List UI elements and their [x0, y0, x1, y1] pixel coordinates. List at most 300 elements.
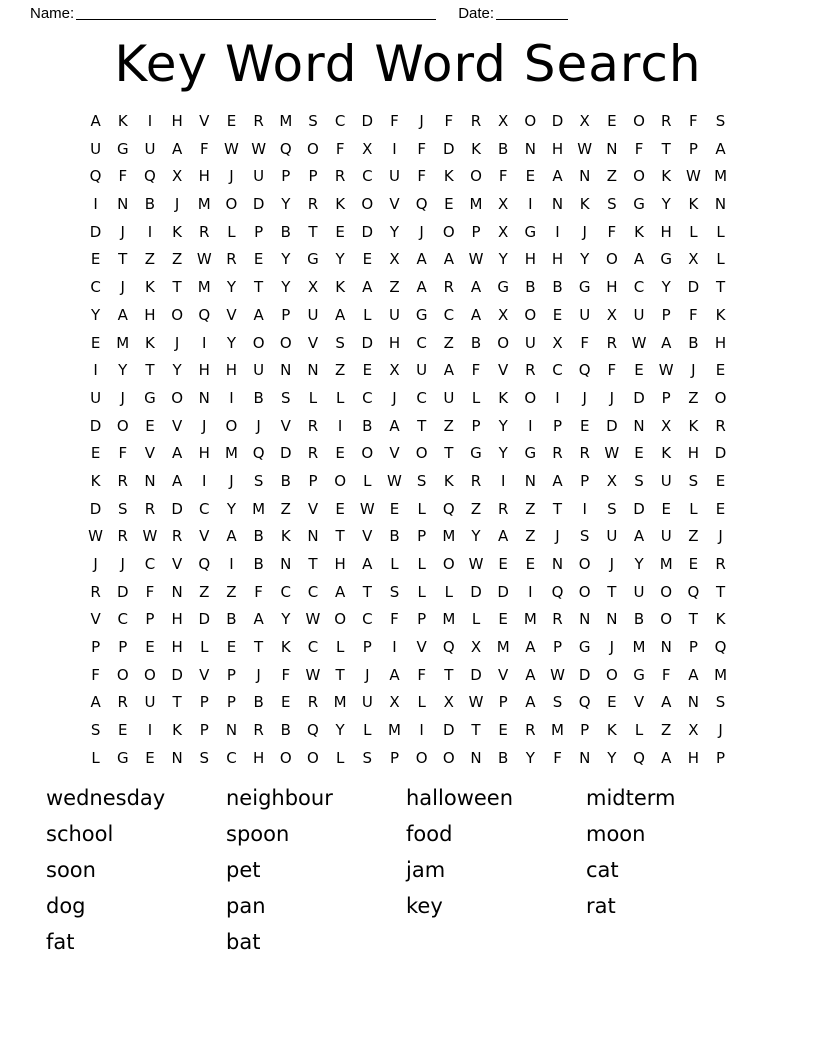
grid-cell[interactable]: A: [90, 693, 101, 712]
grid-cell[interactable]: D: [443, 139, 455, 158]
grid-cell[interactable]: R: [525, 361, 536, 380]
grid-cell[interactable]: A: [253, 305, 264, 324]
grid-cell[interactable]: C: [144, 555, 156, 573]
grid-cell[interactable]: E: [145, 638, 155, 657]
grid-cell[interactable]: H: [687, 444, 699, 463]
grid-cell[interactable]: V: [171, 555, 183, 573]
grid-cell[interactable]: V: [199, 112, 210, 130]
grid-cell[interactable]: O: [442, 748, 455, 767]
grid-cell[interactable]: L: [91, 748, 100, 767]
grid-cell[interactable]: V: [307, 333, 319, 352]
grid-cell[interactable]: M: [197, 195, 211, 214]
grid-cell[interactable]: J: [609, 388, 615, 407]
grid-cell[interactable]: P: [552, 416, 563, 435]
grid-cell[interactable]: O: [171, 305, 183, 324]
grid-cell[interactable]: B: [688, 333, 699, 352]
grid-cell[interactable]: E: [498, 721, 508, 740]
grid-cell[interactable]: H: [198, 167, 210, 186]
grid-cell[interactable]: E: [118, 721, 128, 740]
grid-cell[interactable]: K: [172, 222, 183, 241]
grid-cell[interactable]: F: [553, 748, 562, 767]
grid-cell[interactable]: E: [525, 167, 536, 186]
grid-cell[interactable]: Q: [442, 499, 455, 518]
grid-cell[interactable]: A: [633, 250, 645, 269]
grid-cell[interactable]: F: [689, 305, 698, 324]
grid-cell[interactable]: D: [361, 333, 374, 352]
grid-cell[interactable]: M: [442, 527, 456, 546]
word-list-item[interactable]: fat: [46, 930, 75, 954]
grid-cell[interactable]: B: [280, 222, 291, 241]
grid-cell[interactable]: O: [334, 610, 347, 629]
word-list-item[interactable]: jam: [406, 858, 446, 882]
grid-cell[interactable]: D: [171, 665, 183, 684]
grid-cell[interactable]: U: [633, 305, 645, 324]
grid-cell[interactable]: P: [118, 638, 128, 657]
grid-cell[interactable]: S: [335, 333, 345, 352]
grid-cell[interactable]: D: [252, 195, 265, 214]
grid-cell[interactable]: L: [716, 250, 725, 269]
grid-cell[interactable]: I: [528, 195, 533, 214]
grid-cell[interactable]: Y: [607, 748, 617, 767]
grid-cell[interactable]: I: [93, 361, 98, 380]
grid-cell[interactable]: N: [579, 610, 591, 629]
grid-cell[interactable]: K: [90, 471, 101, 490]
grid-cell[interactable]: G: [470, 444, 482, 463]
grid-cell[interactable]: X: [661, 416, 672, 435]
grid-cell[interactable]: J: [174, 195, 180, 214]
grid-cell[interactable]: N: [579, 748, 591, 767]
grid-cell[interactable]: J: [718, 527, 723, 546]
grid-cell[interactable]: Z: [171, 250, 183, 269]
grid-cell[interactable]: P: [552, 638, 563, 657]
grid-cell[interactable]: C: [199, 499, 210, 518]
grid-cell[interactable]: I: [147, 112, 153, 130]
grid-cell[interactable]: U: [633, 582, 645, 601]
grid-cell[interactable]: M: [197, 278, 211, 297]
grid-cell[interactable]: F: [335, 139, 345, 158]
grid-cell[interactable]: E: [661, 499, 671, 518]
grid-cell[interactable]: R: [443, 278, 455, 297]
grid-cell[interactable]: X: [307, 278, 319, 297]
grid-cell[interactable]: N: [687, 693, 699, 712]
grid-cell[interactable]: T: [308, 222, 318, 241]
grid-cell[interactable]: M: [632, 638, 646, 657]
grid-cell[interactable]: C: [416, 333, 427, 352]
grid-cell[interactable]: U: [660, 471, 672, 490]
grid-cell[interactable]: J: [365, 665, 370, 684]
grid-cell[interactable]: Y: [471, 527, 481, 546]
grid-cell[interactable]: K: [661, 167, 672, 186]
grid-cell[interactable]: H: [171, 638, 183, 657]
grid-cell[interactable]: F: [199, 139, 209, 158]
grid-cell[interactable]: V: [226, 305, 237, 324]
grid-cell[interactable]: K: [335, 195, 346, 214]
grid-cell[interactable]: X: [171, 167, 183, 186]
grid-cell[interactable]: P: [254, 222, 264, 241]
grid-cell[interactable]: J: [120, 555, 125, 573]
grid-cell[interactable]: M: [116, 333, 130, 352]
grid-cell[interactable]: T: [172, 693, 182, 712]
grid-cell[interactable]: W: [251, 139, 267, 158]
grid-cell[interactable]: J: [419, 112, 424, 130]
grid-cell[interactable]: Q: [89, 167, 102, 186]
grid-cell[interactable]: K: [498, 388, 509, 407]
grid-cell[interactable]: G: [497, 278, 509, 297]
grid-cell[interactable]: W: [359, 499, 375, 518]
grid-cell[interactable]: U: [90, 139, 102, 158]
grid-cell[interactable]: O: [171, 388, 183, 407]
grid-cell[interactable]: Y: [525, 748, 535, 767]
grid-cell[interactable]: F: [417, 665, 426, 684]
grid-cell[interactable]: D: [470, 582, 482, 601]
grid-cell[interactable]: Y: [580, 250, 590, 269]
grid-cell[interactable]: T: [118, 250, 128, 269]
grid-cell[interactable]: Q: [687, 582, 700, 601]
grid-cell[interactable]: M: [714, 665, 728, 684]
grid-cell[interactable]: H: [388, 333, 401, 352]
grid-cell[interactable]: R: [552, 444, 563, 463]
grid-cell[interactable]: L: [335, 638, 345, 657]
grid-cell[interactable]: Y: [118, 361, 128, 380]
grid-cell[interactable]: Y: [661, 278, 671, 297]
grid-cell[interactable]: N: [144, 471, 156, 490]
grid-cell[interactable]: R: [117, 527, 128, 546]
grid-cell[interactable]: G: [578, 278, 591, 297]
grid-cell[interactable]: O: [605, 250, 618, 269]
grid-cell[interactable]: T: [335, 527, 345, 546]
grid-cell[interactable]: N: [606, 610, 618, 629]
grid-cell[interactable]: H: [171, 610, 183, 629]
word-list-item[interactable]: food: [406, 822, 453, 846]
grid-cell[interactable]: W: [196, 250, 212, 269]
grid-cell[interactable]: K: [172, 721, 183, 740]
grid-cell[interactable]: K: [634, 222, 644, 241]
grid-cell[interactable]: B: [253, 388, 264, 407]
grid-cell[interactable]: N: [307, 527, 319, 546]
grid-cell[interactable]: X: [362, 139, 373, 158]
grid-cell[interactable]: H: [171, 112, 183, 130]
grid-cell[interactable]: R: [117, 693, 128, 712]
grid-cell[interactable]: K: [715, 305, 726, 324]
grid-cell[interactable]: B: [253, 555, 264, 573]
grid-cell[interactable]: K: [579, 195, 590, 214]
grid-cell[interactable]: O: [116, 665, 129, 684]
grid-cell[interactable]: L: [335, 748, 345, 767]
grid-cell[interactable]: G: [116, 748, 129, 767]
grid-cell[interactable]: B: [226, 610, 237, 629]
grid-cell[interactable]: C: [362, 388, 373, 407]
grid-cell[interactable]: T: [308, 555, 318, 573]
grid-cell[interactable]: Q: [633, 748, 645, 767]
grid-cell[interactable]: L: [471, 388, 481, 407]
grid-cell[interactable]: L: [417, 582, 426, 601]
grid-cell[interactable]: T: [417, 416, 427, 435]
word-list-item[interactable]: school: [46, 822, 114, 846]
grid-cell[interactable]: I: [555, 222, 560, 241]
grid-cell[interactable]: M: [469, 195, 483, 214]
grid-cell[interactable]: P: [226, 693, 236, 712]
grid-cell[interactable]: U: [144, 139, 156, 158]
grid-cell[interactable]: K: [606, 721, 617, 740]
grid-cell[interactable]: O: [279, 748, 292, 767]
grid-cell[interactable]: V: [362, 527, 373, 546]
grid-cell[interactable]: A: [525, 693, 536, 712]
grid-cell[interactable]: R: [579, 444, 590, 463]
grid-cell[interactable]: C: [90, 278, 101, 297]
grid-cell[interactable]: K: [715, 610, 726, 629]
grid-cell[interactable]: R: [307, 444, 319, 463]
grid-cell[interactable]: R: [334, 167, 346, 186]
grid-cell[interactable]: O: [415, 444, 428, 463]
grid-cell[interactable]: K: [335, 278, 346, 297]
grid-cell[interactable]: N: [714, 195, 727, 214]
grid-cell[interactable]: I: [528, 416, 533, 435]
name-input-rule[interactable]: [76, 6, 436, 20]
grid-cell[interactable]: D: [89, 499, 102, 518]
grid-cell[interactable]: O: [633, 167, 645, 186]
grid-cell[interactable]: A: [416, 278, 427, 297]
grid-cell[interactable]: O: [605, 665, 618, 684]
grid-cell[interactable]: L: [308, 388, 318, 407]
grid-cell[interactable]: V: [171, 416, 183, 435]
grid-cell[interactable]: H: [714, 333, 727, 352]
grid-cell[interactable]: Q: [714, 638, 727, 657]
grid-cell[interactable]: K: [280, 527, 291, 546]
grid-cell[interactable]: N: [633, 416, 645, 435]
grid-cell[interactable]: Z: [688, 388, 699, 407]
grid-cell[interactable]: F: [254, 582, 263, 601]
grid-cell[interactable]: V: [144, 444, 156, 463]
grid-cell[interactable]: A: [443, 361, 454, 380]
grid-cell[interactable]: T: [172, 278, 182, 297]
grid-cell[interactable]: Y: [226, 333, 237, 352]
grid-cell[interactable]: P: [471, 222, 481, 241]
grid-cell[interactable]: O: [307, 748, 319, 767]
grid-cell[interactable]: W: [88, 527, 103, 546]
grid-cell[interactable]: D: [116, 582, 129, 601]
grid-cell[interactable]: F: [417, 167, 426, 186]
grid-cell[interactable]: X: [389, 250, 400, 269]
grid-cell[interactable]: H: [225, 361, 238, 380]
grid-cell[interactable]: O: [578, 582, 591, 601]
grid-cell[interactable]: W: [577, 139, 593, 158]
grid-cell[interactable]: Z: [606, 167, 617, 186]
grid-cell[interactable]: S: [199, 748, 210, 767]
grid-cell[interactable]: N: [171, 748, 183, 767]
grid-cell[interactable]: G: [660, 250, 672, 269]
grid-cell[interactable]: E: [335, 499, 345, 518]
grid-cell[interactable]: T: [254, 278, 264, 297]
grid-cell[interactable]: R: [715, 555, 726, 573]
grid-cell[interactable]: S: [308, 112, 318, 130]
grid-cell[interactable]: E: [579, 416, 590, 435]
grid-cell[interactable]: O: [660, 610, 673, 629]
grid-cell[interactable]: O: [279, 333, 292, 352]
grid-cell[interactable]: G: [524, 222, 537, 241]
grid-cell[interactable]: R: [307, 416, 319, 435]
grid-cell[interactable]: J: [256, 665, 261, 684]
grid-cell[interactable]: N: [470, 748, 482, 767]
grid-cell[interactable]: A: [525, 638, 536, 657]
grid-cell[interactable]: Q: [442, 638, 455, 657]
grid-cell[interactable]: U: [388, 167, 400, 186]
grid-cell[interactable]: I: [392, 139, 397, 158]
grid-cell[interactable]: F: [417, 139, 426, 158]
grid-cell[interactable]: K: [443, 167, 454, 186]
grid-cell[interactable]: R: [470, 112, 482, 130]
grid-cell[interactable]: M: [333, 693, 347, 712]
grid-cell[interactable]: L: [363, 305, 372, 324]
grid-cell[interactable]: C: [280, 582, 292, 601]
grid-cell[interactable]: A: [688, 665, 699, 684]
grid-cell[interactable]: R: [552, 610, 563, 629]
word-list-item[interactable]: moon: [586, 822, 646, 846]
grid-cell[interactable]: M: [659, 555, 673, 573]
grid-cell[interactable]: E: [90, 444, 101, 463]
grid-cell[interactable]: P: [226, 665, 236, 684]
grid-cell[interactable]: L: [227, 222, 236, 241]
grid-cell[interactable]: D: [497, 582, 509, 601]
grid-cell[interactable]: Y: [172, 361, 182, 380]
grid-cell[interactable]: E: [634, 444, 644, 463]
grid-cell[interactable]: T: [715, 582, 726, 601]
grid-cell[interactable]: X: [389, 693, 400, 712]
grid-cell[interactable]: W: [604, 444, 620, 463]
grid-cell[interactable]: J: [609, 555, 615, 573]
grid-cell[interactable]: O: [144, 665, 156, 684]
grid-cell[interactable]: Y: [91, 305, 101, 324]
grid-cell[interactable]: X: [688, 721, 699, 740]
grid-cell[interactable]: E: [715, 361, 726, 380]
date-input-rule[interactable]: [496, 6, 568, 20]
grid-cell[interactable]: D: [606, 416, 618, 435]
grid-cell[interactable]: V: [389, 444, 400, 463]
grid-cell[interactable]: E: [498, 555, 508, 573]
grid-cell[interactable]: L: [200, 638, 209, 657]
grid-cell[interactable]: P: [471, 416, 481, 435]
grid-cell[interactable]: S: [362, 748, 373, 767]
grid-cell[interactable]: A: [335, 305, 346, 324]
grid-cell[interactable]: V: [199, 527, 210, 546]
grid-cell[interactable]: V: [498, 361, 509, 380]
grid-cell[interactable]: H: [551, 250, 564, 269]
grid-cell[interactable]: W: [468, 555, 484, 573]
grid-cell[interactable]: F: [118, 444, 128, 463]
grid-cell[interactable]: O: [714, 388, 727, 407]
grid-cell[interactable]: S: [389, 582, 400, 601]
grid-cell[interactable]: Y: [661, 195, 671, 214]
grid-cell[interactable]: I: [147, 721, 153, 740]
grid-cell[interactable]: H: [524, 250, 536, 269]
grid-cell[interactable]: V: [389, 195, 400, 214]
grid-cell[interactable]: G: [307, 250, 319, 269]
word-list-item[interactable]: key: [406, 894, 443, 918]
grid-cell[interactable]: T: [552, 499, 563, 518]
grid-cell[interactable]: A: [389, 665, 400, 684]
grid-cell[interactable]: C: [307, 582, 319, 601]
word-list-item[interactable]: midterm: [586, 786, 676, 810]
word-list-item[interactable]: bat: [226, 930, 261, 954]
grid-cell[interactable]: F: [689, 112, 698, 130]
grid-cell[interactable]: R: [307, 693, 319, 712]
grid-cell[interactable]: V: [307, 499, 319, 518]
grid-cell[interactable]: P: [199, 693, 209, 712]
grid-cell[interactable]: E: [498, 610, 508, 629]
grid-cell[interactable]: Z: [443, 333, 454, 352]
grid-cell[interactable]: R: [117, 471, 128, 490]
grid-cell[interactable]: P: [580, 471, 590, 490]
grid-cell[interactable]: Z: [144, 250, 156, 269]
grid-cell[interactable]: W: [224, 139, 239, 158]
grid-cell[interactable]: Q: [578, 361, 591, 380]
grid-cell[interactable]: R: [199, 222, 210, 241]
grid-cell[interactable]: U: [144, 693, 156, 712]
grid-cell[interactable]: O: [334, 471, 347, 490]
grid-cell[interactable]: L: [417, 555, 426, 573]
grid-cell[interactable]: O: [442, 222, 455, 241]
grid-cell[interactable]: H: [198, 361, 210, 380]
grid-cell[interactable]: D: [198, 610, 211, 629]
grid-cell[interactable]: E: [145, 748, 155, 767]
grid-cell[interactable]: D: [551, 112, 564, 130]
grid-cell[interactable]: O: [660, 582, 673, 601]
grid-cell[interactable]: Y: [226, 499, 237, 518]
grid-cell[interactable]: W: [550, 665, 565, 684]
grid-cell[interactable]: B: [525, 278, 536, 297]
grid-cell[interactable]: B: [498, 139, 509, 158]
grid-cell[interactable]: A: [715, 139, 726, 158]
grid-cell[interactable]: T: [471, 721, 481, 740]
grid-cell[interactable]: E: [525, 555, 536, 573]
grid-cell[interactable]: P: [308, 471, 318, 490]
grid-cell[interactable]: V: [633, 693, 645, 712]
grid-cell[interactable]: B: [253, 693, 264, 712]
grid-cell[interactable]: L: [417, 693, 426, 712]
grid-cell[interactable]: E: [715, 499, 726, 518]
grid-cell[interactable]: O: [524, 112, 537, 130]
grid-cell[interactable]: L: [689, 499, 698, 518]
grid-cell[interactable]: A: [90, 112, 101, 130]
grid-cell[interactable]: P: [498, 693, 508, 712]
grid-cell[interactable]: P: [145, 610, 155, 629]
grid-cell[interactable]: U: [253, 361, 265, 380]
grid-cell[interactable]: Y: [498, 416, 508, 435]
grid-cell[interactable]: P: [417, 610, 427, 629]
grid-cell[interactable]: D: [280, 444, 292, 463]
grid-cell[interactable]: I: [93, 195, 98, 214]
grid-cell[interactable]: F: [118, 167, 128, 186]
grid-cell[interactable]: R: [660, 112, 672, 130]
grid-cell[interactable]: Z: [661, 721, 672, 740]
grid-cell[interactable]: R: [470, 471, 482, 490]
grid-cell[interactable]: B: [280, 471, 291, 490]
grid-cell[interactable]: E: [552, 305, 563, 324]
grid-cell[interactable]: B: [362, 416, 373, 435]
grid-cell[interactable]: Y: [335, 721, 345, 740]
grid-cell[interactable]: A: [470, 305, 482, 324]
grid-cell[interactable]: D: [714, 444, 727, 463]
grid-cell[interactable]: J: [691, 361, 696, 380]
grid-cell[interactable]: T: [362, 582, 372, 601]
word-list-item[interactable]: pet: [226, 858, 261, 882]
grid-cell[interactable]: J: [555, 527, 560, 546]
grid-cell[interactable]: T: [444, 444, 454, 463]
grid-cell[interactable]: C: [117, 610, 128, 629]
grid-cell[interactable]: G: [633, 195, 645, 214]
grid-cell[interactable]: P: [688, 139, 698, 158]
grid-cell[interactable]: K: [688, 195, 699, 214]
grid-cell[interactable]: E: [688, 555, 699, 573]
